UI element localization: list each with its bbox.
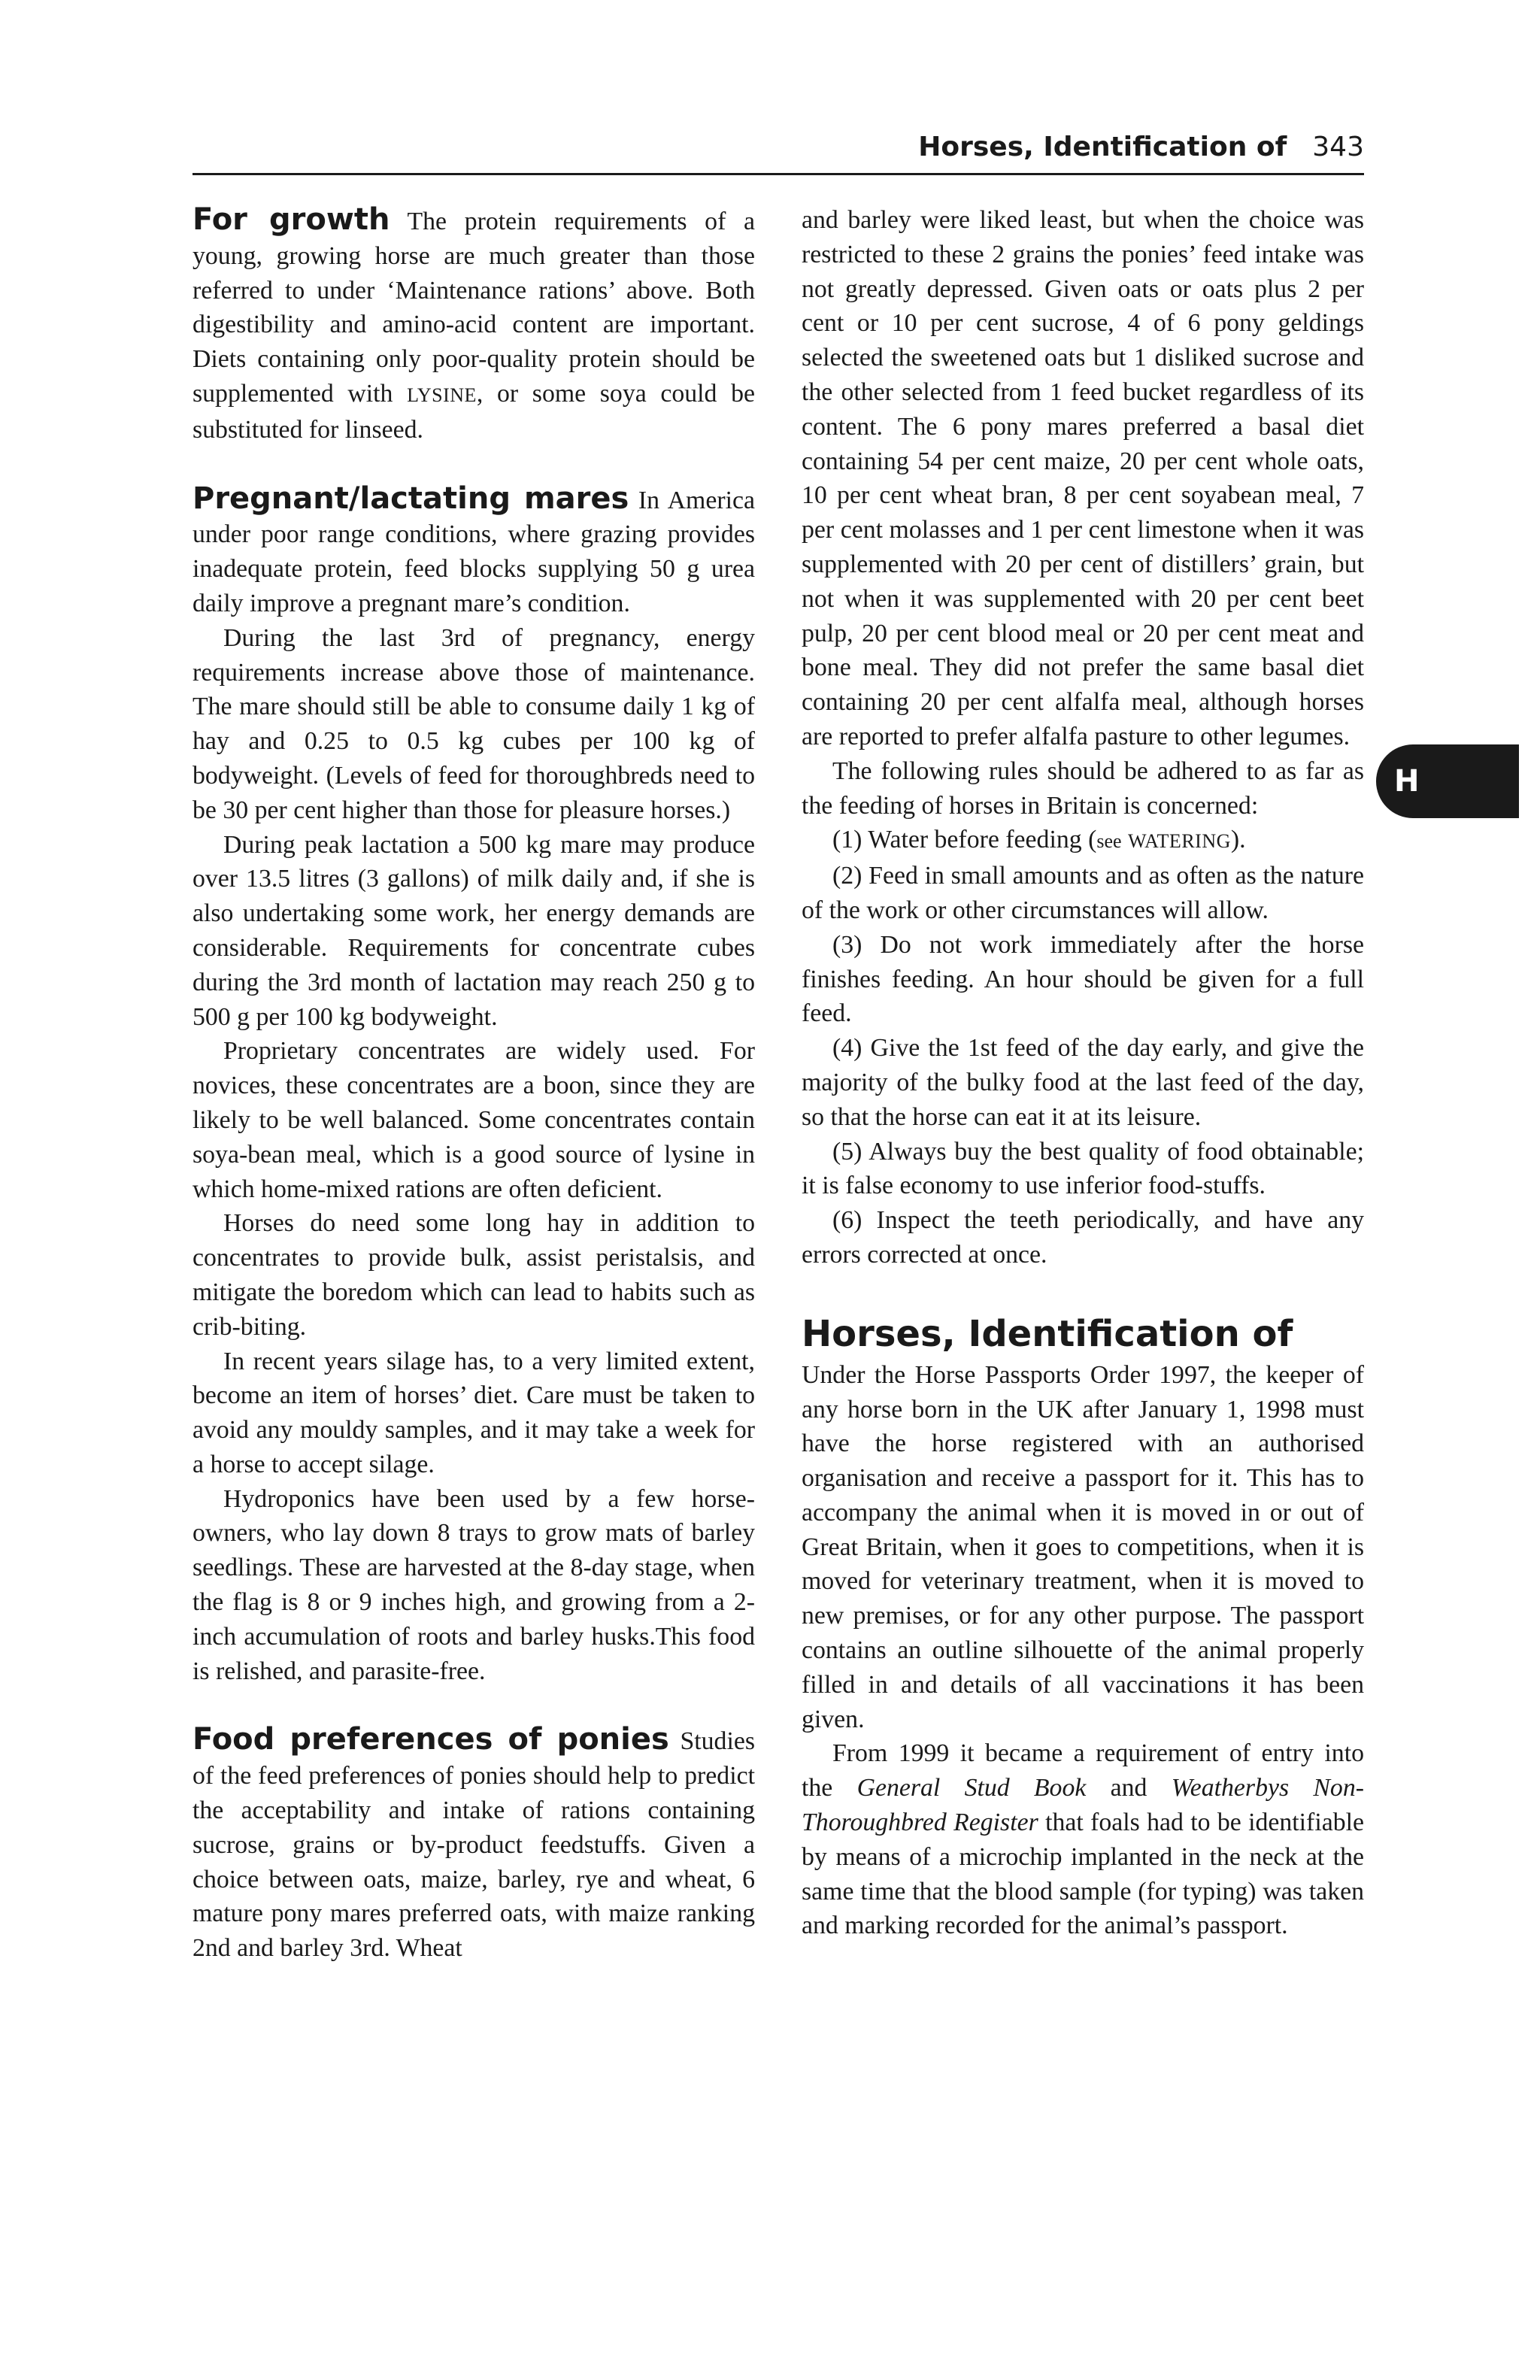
- cross-ref-lysine: LYSINE: [407, 384, 477, 406]
- running-header: [192, 125, 1364, 162]
- rule-3: (3) Do not work immediately after the horse finishes feeding. An hour should be given for a full feed.: [802, 930, 1364, 1028]
- text: ).: [1230, 826, 1246, 854]
- paragraph-hydroponics: Hydroponics have been used by a few horse-owners, who lay down 8 trays to grow mats of barley seedlings. These are harvested at the 8-day stage, when the flag is 8 or 9 inches high, and growing from a 2-inch accumulation of roots and barley husks.This food is relished, and parasite-free.: [192, 1484, 755, 1685]
- thumb-tab-letter: H: [1394, 764, 1420, 799]
- rule-2: (2) Feed in small amounts and as often as the nature of the work or other circumstances will allow.: [802, 862, 1364, 924]
- paragraph-hay: Horses do need some long hay in addition to concentrates to provide bulk, assist peristalsis, and mitigate the boredom which can lead to habits such as crib-biting.: [192, 1209, 755, 1341]
- subhead-growth: For growth: [192, 202, 390, 237]
- page-number: 343: [1312, 132, 1364, 162]
- title-weatherbys-register: Weatherbys Non-Thoroughbred Register: [802, 1774, 1364, 1837]
- text: that foals had to be identifiable by means of a microchip implanted in the neck at the same time that the blood sample (for typing) was taken and marking recorded for the animal’s passport.: [802, 1808, 1364, 1940]
- text: and: [1086, 1774, 1172, 1802]
- see-label: see: [1096, 830, 1122, 853]
- section-title: Horses, Identification of: [802, 1312, 1293, 1355]
- paragraph-lactation: During peak lactation a 500 kg mare may produce over 13.5 litres (3 gallons) of milk daily and, if she is also undertaking some work, her energy demands are considerable. Requirements for concentrate cubes during the 3rd month of lactation may reach 250 g to 500 g per 100 kg bodyweight.: [192, 830, 755, 1031]
- thumb-index-tab: [1376, 744, 1519, 818]
- header-rule: [192, 173, 1364, 175]
- paragraph-rules: The following rules should be adhered to as far as the feeding of horses in Britain is concerned:: [802, 756, 1364, 820]
- title-general-stud-book: General Stud Book: [856, 1774, 1087, 1802]
- running-title: Horses, Identification of: [918, 132, 1287, 162]
- paragraph-growth: [192, 203, 755, 447]
- paragraph-passport: Under the Horse Passports Order 1997, the keeper of any horse born in the UK after January 1, 1998 must have the horse registered with an authorised organisation and receive a passport for it. This has to accompany the animal when it is moved in or out of Great Britain, when it goes to competitions, when it is moved for veterinary treatment, when it is moved to new premises, or for any other purpose. The passport contains an outline silhouette of the animal properly filled in and details of all vaccinations it has been given.: [802, 1360, 1364, 1733]
- paragraph-ponies: [192, 1723, 755, 1966]
- text: The protein requirements of a young, growing horse are much greater than those referred to under ‘Maintenance rations’ above. Both digestibility and amino-acid content are important. Diets containing only poor-quality protein should be supplemented with: [192, 208, 755, 408]
- paragraph-pregnancy: During the last 3rd of pregnancy, energy requirements increase above those of maintenance. The mare should still be able to consume daily 1 kg of hay and 0.25 to 0.5 kg cubes per 100 kg of bodyweight. (Levels of feed for thoroughbreds need to be 30 per cent higher than those for pleasure horses.): [192, 623, 755, 824]
- paragraph-silage: In recent years silage has, to a very limited extent, become an item of horses’ diet. Care must be taken to avoid any mouldy samples, and it may take a week for a horse to accept silage.: [192, 1347, 755, 1478]
- paragraph-continued: and barley were liked least, but when the choice was restricted to these 2 grains the ponies’ feed intake was not greatly depressed. Given oats or oats plus 2 per cent or 10 per cent sucrose, 4 of 6 pony geldings selected the sweetened oats but 1 disliked sucrose and the other selected from 1 feed bucket regardless of its content. The 6 pony mares preferred a basal diet containing 54 per cent maize, 20 per cent whole oats, 10 per cent wheat bran, 8 per cent soyabean meal, 7 per cent molasses and 1 per cent limestone when it was supplemented with 20 per cent of distillers’ grain, but not when it was supplemented with 20 per cent beet pulp, 20 per cent blood meal or 20 per cent meat and bone meal. They did not prefer the same basal diet containing 20 per cent alfalfa meal, although horses are reported to prefer alfalfa pasture to other legumes.: [802, 206, 1364, 750]
- rule-5: (5) Always buy the best quality of food obtainable; it is false economy to use inferior food-stuffs.: [802, 1137, 1364, 1200]
- left-column: [192, 203, 755, 1966]
- text: In America under poor range conditions, where grazing provides inadequate protein, feed blocks supplying 50 g urea daily improve a pregnant mare’s condition.: [192, 486, 755, 617]
- rule-4: (4) Give the 1st feed of the day early, and give the majority of the bulky food at the last feed of the day, so that the horse can eat it at its leisure.: [802, 1034, 1364, 1131]
- paragraph-mares: [192, 482, 755, 621]
- paragraph-proprietary: Proprietary concentrates are widely used. For novices, these concentrates are a boon, since they are likely to be well balanced. Some concentrates contain soya-bean meal, which is a good source of lysine in which home-mixed rations are often deficient.: [192, 1037, 755, 1203]
- rule-1: [802, 823, 1364, 859]
- right-column: [802, 203, 1364, 1943]
- cross-ref-watering: WATERING: [1128, 830, 1231, 853]
- rule-6: (6) Inspect the teeth periodically, and have any errors corrected at once.: [802, 1206, 1364, 1269]
- text: , or some soya could be substituted for linseed.: [192, 379, 755, 444]
- subhead-ponies: Food preferences of ponies: [192, 1722, 669, 1757]
- paragraph-1999: [802, 1736, 1364, 1943]
- text: From 1999 it became a requirement of entry into the: [802, 1739, 1364, 1802]
- text: (1) Water before feeding (: [832, 826, 1097, 854]
- subhead-mares: Pregnant/lactating mares: [192, 481, 629, 516]
- text: Studies of the feed preferences of ponies should help to predict the acceptability and intake of rations containing sucrose, grains or by-product feedstuffs. Given a choice between oats, maize, barley, rye and wheat, 6 mature pony mares preferred oats, with maize ranking 2nd and barley 3rd. Wheat: [192, 1727, 755, 1963]
